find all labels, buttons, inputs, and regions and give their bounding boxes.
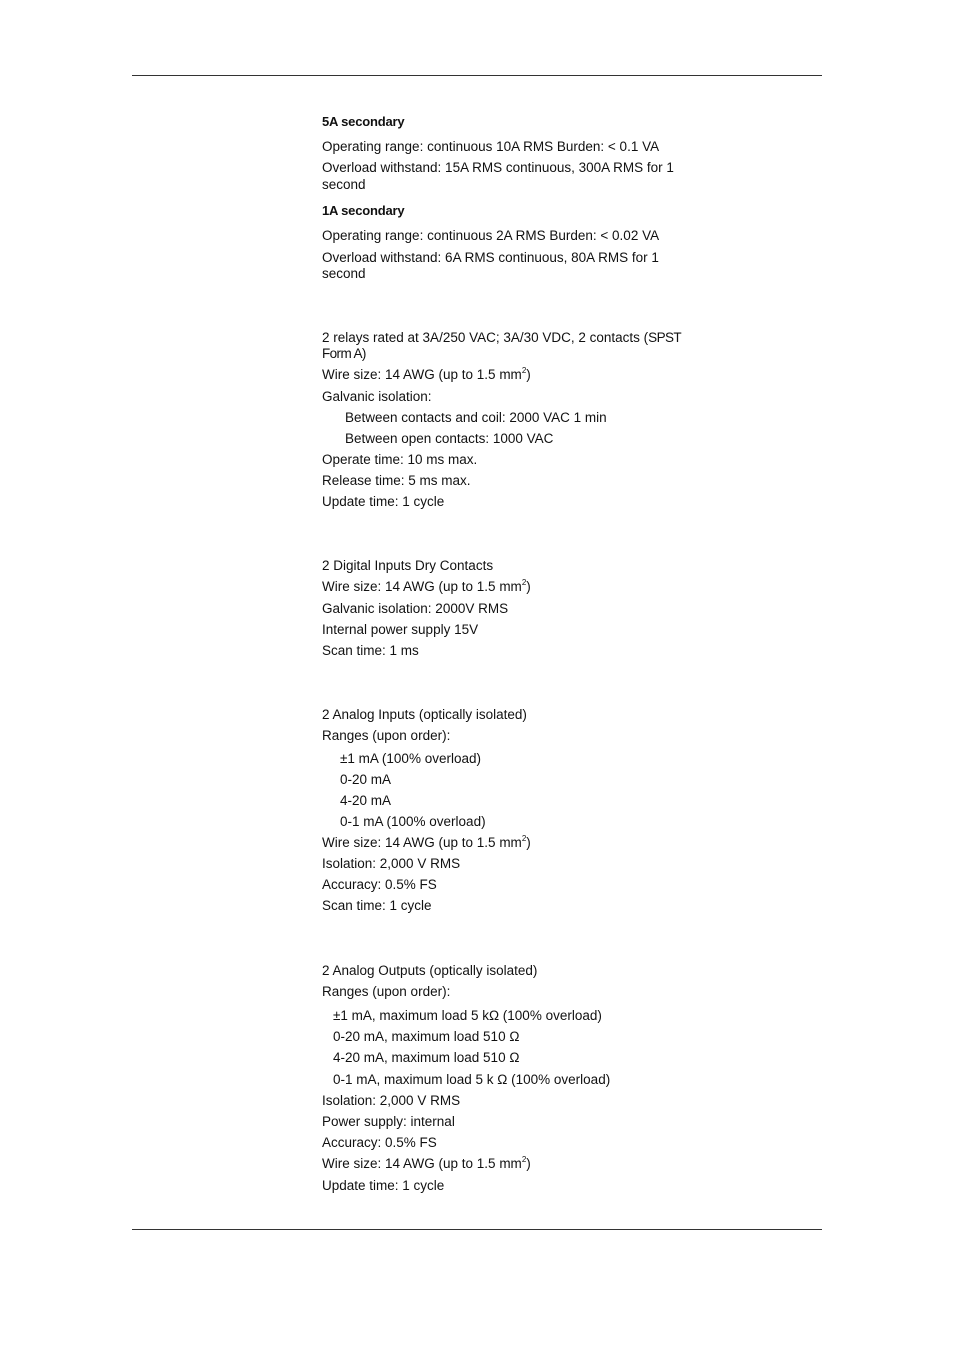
relays-wire-size-end: ) [526,367,531,382]
header-rule [132,75,822,76]
ai-wire-size-sup: 2 [521,834,527,843]
operating-range-5a: Operating range: continuous 10A RMS Burden: < 0.1 VA [322,139,660,154]
ai-wire-size-end: ) [526,835,531,850]
operating-range-1a: Operating range: continuous 2A RMS Burden: < 0.02 VA [322,228,660,243]
digital-inputs-power: Internal power supply 15V [322,622,479,637]
footer-rule [132,1229,822,1230]
analog-outputs-wire-size [322,1156,531,1172]
relays-galvanic-open: Between open contacts: 1000 VAC [345,431,554,446]
analog-outputs-accuracy: Accuracy: 0.5% FS [322,1135,437,1150]
overload-1a-line2: second [322,266,366,281]
digital-wire-size-sup: 2 [521,578,527,587]
analog-inputs-isolation: Isolation: 2,000 V RMS [322,856,461,871]
relays-rating-line2: Form A) [322,346,366,361]
overload-5a-line2: second [322,177,366,192]
analog-inputs-ranges-label: Ranges (upon order): [322,728,451,743]
analog-outputs-isolation: Isolation: 2,000 V RMS [322,1093,461,1108]
heading-1a-secondary: 1A secondary [322,203,405,218]
analog-inputs-wire-size [322,835,531,851]
digital-wire-size-end: ) [526,579,531,594]
digital-inputs-title: 2 Digital Inputs Dry Contacts [322,558,494,573]
relays-galvanic-coil: Between contacts and coil: 2000 VAC 1 min [345,410,607,425]
relays-release-time: Release time: 5 ms max. [322,473,471,488]
relays-wire-size-sup: 2 [521,366,527,375]
analog-output-range-item: 4-20 mA, maximum load 510 Ω [333,1050,520,1065]
analog-output-range-item: ±1 mA, maximum load 5 kΩ (100% overload) [333,1008,602,1023]
analog-output-range-item: 0-20 mA, maximum load 510 Ω [333,1029,520,1044]
digital-inputs-wire-size [322,579,531,595]
analog-input-range-item: ±1 mA (100% overload) [340,751,481,766]
analog-outputs-title: 2 Analog Outputs (optically isolated) [322,963,538,978]
digital-inputs-isolation: Galvanic isolation: 2000V RMS [322,601,509,616]
ao-wire-size-text: Wire size: 14 AWG (up to 1.5 mm [322,1156,522,1171]
relays-spst: SPST [648,330,682,345]
overload-1a-line1: Overload withstand: 6A RMS continuous, 80A RMS for 1 [322,250,659,265]
analog-outputs-ranges-label: Ranges (upon order): [322,984,451,999]
analog-input-range-item: 0-1 mA (100% overload) [340,814,486,829]
relays-rating-line1 [322,330,681,346]
relays-galvanic-label: Galvanic isolation: [322,389,432,404]
digital-inputs-scan: Scan time: 1 ms [322,643,419,658]
relays-operate-time: Operate time: 10 ms max. [322,452,478,467]
relays-wire-size-text: Wire size: 14 AWG (up to 1.5 mm [322,367,522,382]
digital-wire-size-text: Wire size: 14 AWG (up to 1.5 mm [322,579,522,594]
analog-outputs-power: Power supply: internal [322,1114,455,1129]
relays-update-time: Update time: 1 cycle [322,494,445,509]
relays-rating-text: 2 relays rated at 3A/250 VAC; 3A/30 VDC, 2 contacts ( [322,330,649,345]
ao-wire-size-end: ) [526,1156,531,1171]
analog-outputs-update: Update time: 1 cycle [322,1178,445,1193]
heading-5a-secondary: 5A secondary [322,114,405,129]
ai-wire-size-text: Wire size: 14 AWG (up to 1.5 mm [322,835,522,850]
analog-inputs-title: 2 Analog Inputs (optically isolated) [322,707,527,722]
analog-inputs-scan: Scan time: 1 cycle [322,898,432,913]
analog-inputs-accuracy: Accuracy: 0.5% FS [322,877,437,892]
relays-wire-size [322,367,531,383]
ao-wire-size-sup: 2 [521,1155,527,1164]
analog-input-range-item: 4-20 mA [340,793,392,808]
analog-output-range-item: 0-1 mA, maximum load 5 k Ω (100% overload) [333,1072,611,1087]
analog-input-range-item: 0-20 mA [340,772,392,787]
overload-5a-line1: Overload withstand: 15A RMS continuous, 300A RMS for 1 [322,160,674,175]
